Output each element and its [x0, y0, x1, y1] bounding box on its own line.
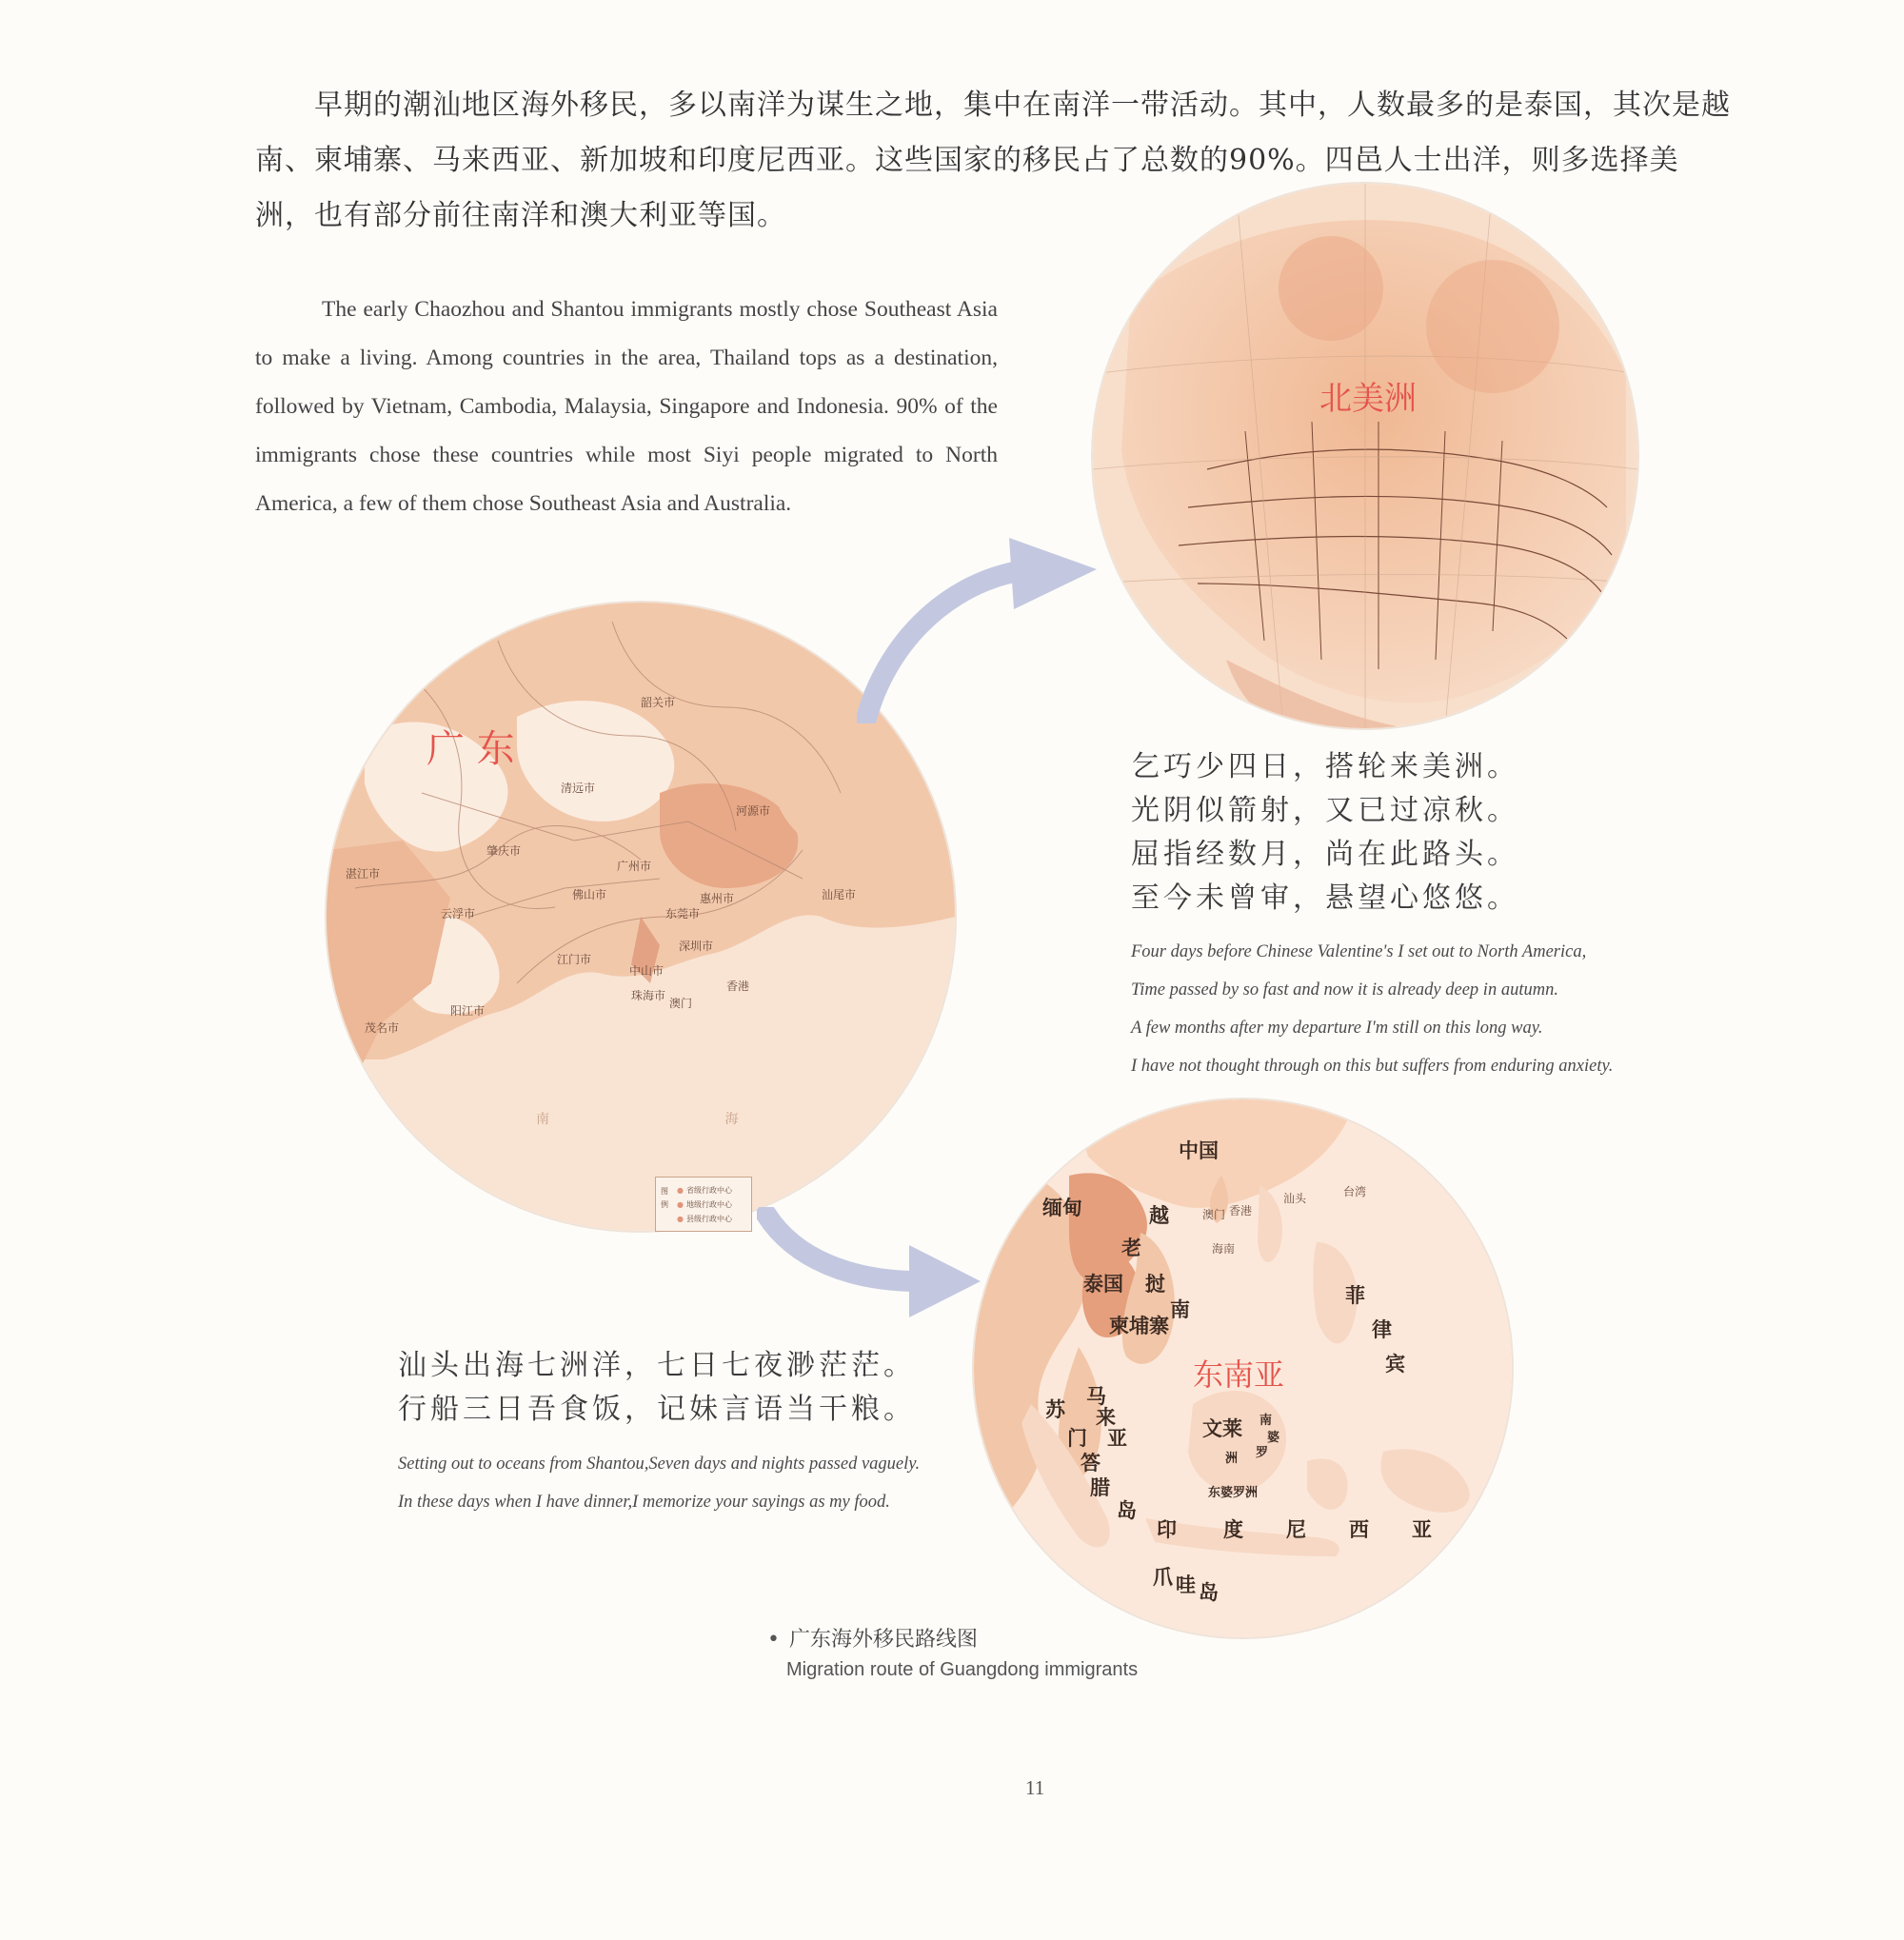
poem-line: I have not thought through on this but suffers from enduring anxiety. — [1131, 1057, 1614, 1076]
country-indonesia-1: 印 — [1157, 1518, 1177, 1541]
country-malaysia-2: 来 — [1096, 1406, 1116, 1429]
place-zhanjiang: 湛江市 — [346, 867, 381, 881]
place-shantou: 汕头 — [1283, 1192, 1307, 1205]
poem-line: 汕头出海七洲洋，七日七夜渺茫茫。 — [398, 1349, 916, 1382]
country-philippines-1: 菲 — [1345, 1284, 1365, 1307]
poem-line: A few months after my departure I'm still on this long way. — [1131, 1019, 1543, 1038]
country-malaysia-1: 马 — [1086, 1385, 1106, 1408]
island-java-1: 爪 — [1153, 1566, 1173, 1589]
place-zhaoqing: 肇庆市 — [486, 844, 522, 858]
place-dongguan: 东莞市 — [665, 907, 701, 921]
place-zhongshan: 中山市 — [629, 964, 664, 978]
legend-title: 图例 — [661, 1187, 668, 1209]
poem-line: Four days before Chinese Valentine's I set out to North America, — [1131, 942, 1587, 961]
caption-zh-text: 广东海外移民路线图 — [788, 1628, 978, 1652]
poem-line: In these days when I have dinner,I memorize your sayings as my food. — [398, 1493, 890, 1512]
place-shanwei: 汕尾市 — [822, 888, 857, 901]
arrow-to-southeast-asia-icon — [757, 1207, 985, 1321]
intro-chinese-paragraph: 早期的潮汕地区海外移民，多以南洋为谋生之地，集中在南洋一带活动。其中，人数最多的是泰国，其次是越南、柬埔寨、马来西亚、新加坡和印度尼西亚。这些国家的移民占了总数的90%。四邑人士出洋，则多选择美洲，也有部分前往南洋和澳大利亚等国。 — [255, 89, 1731, 232]
place-yunfu: 云浮市 — [441, 907, 476, 921]
place-macau: 澳门 — [669, 997, 693, 1010]
place-zhuhai: 珠海市 — [631, 989, 666, 1002]
place-qingyuan: 清远市 — [561, 782, 596, 795]
country-vietnam-2: 南 — [1170, 1298, 1190, 1321]
southeast-asia-poem-english — [398, 1445, 920, 1521]
sea-label: 南 海 — [536, 1112, 824, 1127]
north-america-title: 北美洲 — [1319, 380, 1417, 418]
country-laos-2: 挝 — [1145, 1273, 1165, 1296]
island-sumatra-1: 苏 — [1045, 1398, 1065, 1421]
guangdong-title: 广 东 — [426, 727, 515, 771]
place-huizhou: 惠州市 — [700, 892, 735, 905]
island-java-2: 哇 — [1176, 1574, 1196, 1596]
place-hainan: 海南 — [1212, 1242, 1236, 1256]
poem-line: 至今未曾审，悬望心悠悠。 — [1131, 881, 1519, 915]
island-borneo-3: 罗 — [1256, 1446, 1269, 1460]
country-philippines-3: 宾 — [1385, 1353, 1405, 1376]
place-macau-sea: 澳门 — [1202, 1208, 1226, 1221]
island-sumatra-4: 腊 — [1090, 1476, 1110, 1499]
place-heyuan: 河源市 — [736, 804, 771, 818]
country-philippines-2: 律 — [1372, 1318, 1392, 1341]
north-america-map-graphic — [1093, 184, 1637, 728]
poem-line: 屈指经数月，尚在此路头。 — [1131, 838, 1519, 871]
poem-line: 光阴似箭射，又已过凉秋。 — [1131, 794, 1519, 827]
north-america-map — [1093, 184, 1637, 728]
country-indonesia-3: 尼 — [1286, 1518, 1306, 1541]
legend-item-provincial: ● 省级行政中心 — [677, 1185, 732, 1196]
country-china: 中国 — [1179, 1139, 1219, 1162]
place-jiangmen: 江门市 — [557, 953, 592, 966]
country-indonesia-4: 西 — [1349, 1518, 1369, 1541]
country-myanmar: 缅甸 — [1042, 1197, 1082, 1219]
island-java-3: 岛 — [1199, 1581, 1219, 1604]
country-thailand: 泰国 — [1083, 1273, 1123, 1296]
island-sumatra-2: 门 — [1067, 1427, 1087, 1450]
country-cambodia: 柬埔寨 — [1109, 1315, 1169, 1337]
figure-caption-english: Migration route of Guangdong immigrants — [786, 1659, 1139, 1680]
east-borneo: 东婆罗洲 — [1208, 1486, 1259, 1500]
place-taiwan: 台湾 — [1343, 1185, 1367, 1198]
legend-item-prefecture: ● 地级行政中心 — [677, 1199, 732, 1210]
country-indonesia-5: 亚 — [1412, 1518, 1432, 1541]
country-vietnam-1: 越 — [1149, 1204, 1169, 1227]
intro-english-paragraph: The early Chaozhou and Shantou immigrants mostly chose Southeast Asia to make a living. Among countries in the area, Thailand tops as a destination, followed by Vietnam, Cambodia, Malaysia, Singapore and Indonesia. 90% of the immigrants chose these countries while most Siyi people migrated to North America, a few of them chose Southeast Asia and Australia. — [255, 296, 998, 516]
country-malaysia-3: 亚 — [1107, 1427, 1127, 1450]
page-number: 11 — [1025, 1776, 1045, 1799]
island-sumatra-5: 岛 — [1117, 1499, 1137, 1522]
southeast-asia-map — [974, 1099, 1512, 1637]
arrow-to-north-america-icon — [857, 533, 1104, 723]
map-legend — [655, 1177, 752, 1232]
place-hongkong-sea: 香港 — [1229, 1204, 1253, 1217]
country-indonesia-2: 度 — [1223, 1518, 1243, 1541]
southeast-asia-poem-chinese — [398, 1344, 916, 1432]
place-yangjiang: 阳江市 — [450, 1004, 486, 1018]
island-sumatra-3: 答 — [1081, 1452, 1101, 1475]
north-america-poem-english — [1131, 933, 1613, 1085]
southeast-asia-title: 东南亚 — [1193, 1356, 1285, 1393]
poem-line: 行船三日吾食饭，记妹言语当干粮。 — [398, 1393, 916, 1426]
place-maoming: 茂名市 — [365, 1021, 400, 1035]
place-guangzhou: 广州市 — [617, 860, 652, 873]
legend-item-county: ● 县级行政中心 — [677, 1214, 732, 1224]
poem-line: 乞巧少四日，搭轮来美洲。 — [1131, 750, 1519, 783]
north-america-poem-chinese — [1131, 745, 1519, 921]
island-borneo-1: 南 — [1259, 1414, 1273, 1428]
island-borneo-2: 婆 — [1267, 1431, 1280, 1445]
poem-line: Time passed by so fast and now it is already deep in autumn. — [1131, 980, 1558, 1000]
place-hongkong: 香港 — [726, 980, 750, 993]
island-borneo-4: 洲 — [1225, 1452, 1239, 1466]
figure-caption-chinese — [767, 1623, 978, 1653]
bullet-icon: • — [767, 1628, 780, 1652]
place-foshan: 佛山市 — [572, 888, 607, 901]
country-laos-1: 老 — [1121, 1237, 1141, 1259]
country-brunei: 文莱 — [1202, 1417, 1242, 1440]
poem-line: Setting out to oceans from Shantou,Seven days and nights passed vaguely. — [398, 1455, 921, 1474]
place-shenzhen: 深圳市 — [679, 940, 714, 953]
place-shaoguan: 韶关市 — [641, 696, 676, 709]
